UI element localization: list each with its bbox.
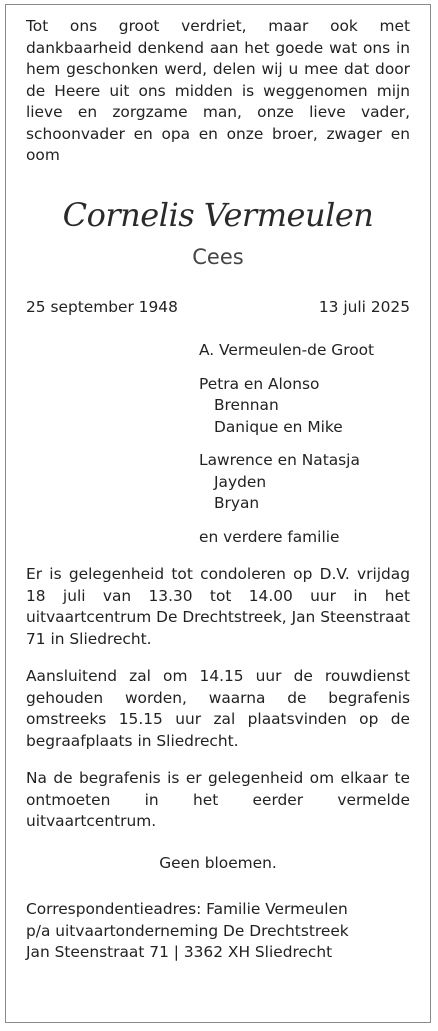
address-line: Jan Steenstraat 71 | 3362 XH Sliedrecht	[26, 943, 333, 961]
family-list	[199, 340, 419, 548]
family-spouse: A. Vermeulen-de Groot	[199, 341, 375, 359]
intro-text: Tot ons groot verdriet, maar ook met dankbaarheid denkend aan het goede wat ons in hem geschonken werd, delen wij u mee dat door de Heere uit ons midden is weggenomen mijn lieve en zorgzame man, onze lieve vader, schoonvader en opa en onze broer, zwager en oom	[26, 17, 410, 164]
death-date: 13 juli 2025	[318, 297, 410, 316]
birth-date: 25 september 1948	[26, 297, 178, 316]
correspondence-address	[26, 899, 410, 964]
condolence-text: Er is gelegenheid tot condoleren op D.V. vrijdag 18 juli van 13.30 tot 14.00 uur in het uitvaartcentrum De Drechtstreek, Jan Steenstraat 71 in Sliedrecht.	[26, 565, 410, 648]
life-dates	[26, 297, 410, 319]
family-child: Bryan	[214, 494, 260, 512]
family-group	[199, 374, 419, 439]
address-line: Correspondentieadres: Familie Vermeulen	[26, 900, 348, 918]
deceased-name: Cornelis Vermeulen	[62, 195, 374, 234]
family-parents: Petra en Alonso	[199, 374, 320, 393]
obituary-card	[5, 4, 431, 1023]
address-line: p/a uitvaartonderneming De Drechtstreek	[26, 921, 349, 940]
family-extended: en verdere familie	[199, 527, 340, 546]
deceased-nickname: Cees	[192, 244, 244, 269]
family-child: Brennan	[214, 396, 279, 414]
flowers-note: Geen bloemen.	[159, 853, 277, 872]
family-parents: Lawrence en Natasja	[199, 451, 360, 469]
obituary-content	[26, 16, 410, 964]
family-child: Danique en Mike	[214, 417, 343, 436]
after-text: Na de begrafenis is er gelegenheid om elkaar te ontmoeten in het eerder vermelde uitvaartcentrum.	[26, 769, 410, 830]
family-spouse-group	[199, 340, 419, 362]
service-text: Aansluitend zal om 14.15 uur de rouwdienst gehouden worden, waarna de begrafenis omstreeks 15.15 uur zal plaatsvinden op de begraafplaats in Sliedrecht.	[26, 667, 410, 750]
family-child: Jayden	[214, 472, 267, 491]
family-group	[199, 450, 419, 515]
family-extended-group	[199, 527, 419, 549]
